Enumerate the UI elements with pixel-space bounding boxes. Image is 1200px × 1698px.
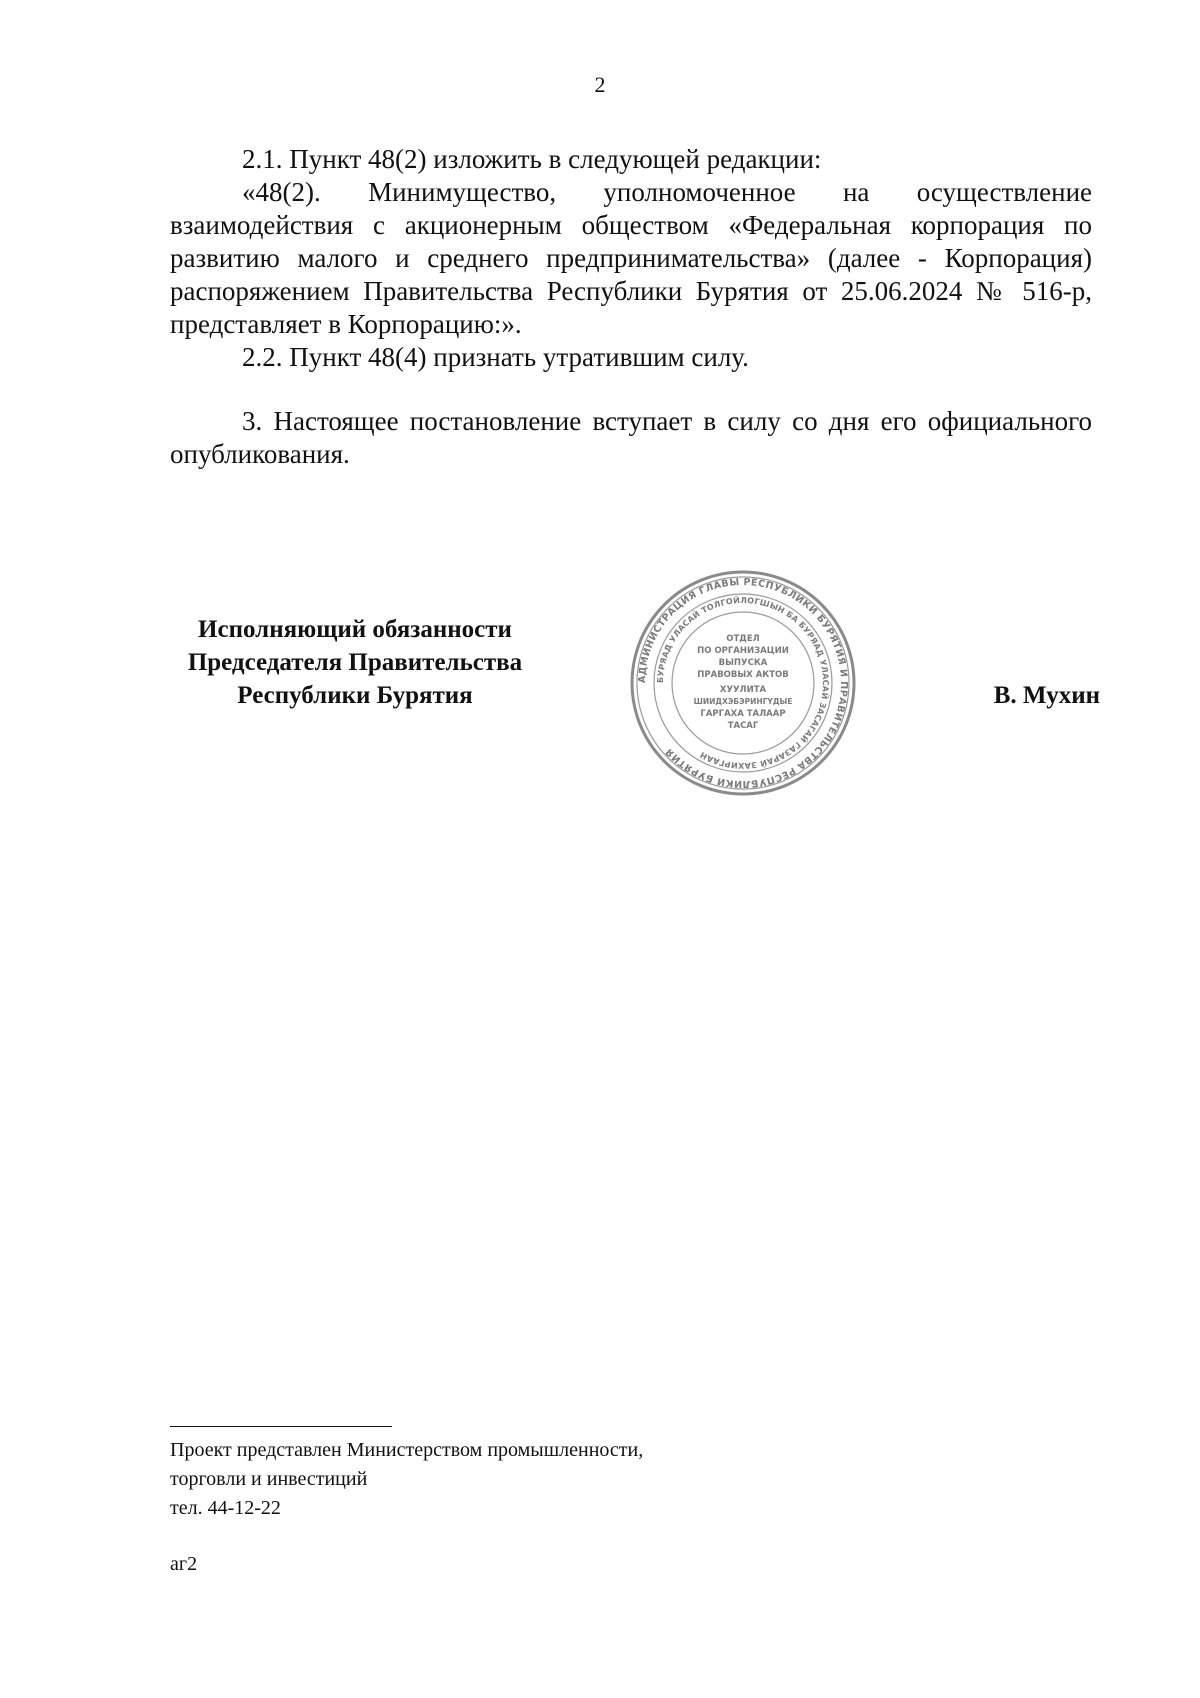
paragraph-2-2: 2.2. Пункт 48(4) признать утратившим силу. <box>242 342 749 372</box>
paragraph-48-2-text: «48(2). Минимущество, уполномоченное на осуществление взаимодействия с акционерным обществом «Федеральная корпорация по развитию малого и среднего предпринимательства» (далее - Корпорация) распоряжением Правительства Республики Бурятия от 25.06.2024 № 516-р, представляет в Корпорацию:». <box>170 177 1092 339</box>
seal-center-line: ХУУЛИТА <box>719 685 767 695</box>
svg-text:БУРЯАД УЛАСАЙ ТОЛГОЙЛОГШЫН БА <box>656 594 831 770</box>
seal-center-line: ОТДЕЛ <box>726 634 760 644</box>
seal-center-line: ГАРГАХА ТАЛААР <box>700 709 786 719</box>
document-code: аг2 <box>170 1553 198 1575</box>
page-number: 2 <box>594 72 606 97</box>
footer-divider <box>170 1426 392 1427</box>
paragraph-3: 3. Настоящее постановление вступает в силу со дня его официального опубликования. <box>170 406 1092 469</box>
seal-center-line: ШИИДХЭБЭРИНГҮДЫЕ <box>693 697 793 706</box>
seal-center-line: ПО ОРГАНИЗАЦИИ <box>697 646 789 656</box>
seal-center-line: ПРАВОВЫХ АКТОВ <box>697 670 789 680</box>
signatory-name: В. Мухин <box>993 682 1100 709</box>
official-seal <box>628 568 858 798</box>
seal-outer-text: АДМИНИСТРАЦИЯ ГЛАВЫ РЕСПУБЛИКИ БУРЯТИЯ И ПРАВИТЕЛЬСТВА РЕСПУБЛИКИ БУРЯТИЯ <box>636 576 850 790</box>
seal-center-line: ВЫПУСКА <box>718 658 768 668</box>
signatory-position-line: Исполняющий обязанности <box>198 616 512 643</box>
svg-text:АДМИНИСТРАЦИЯ ГЛАВЫ РЕСПУБЛИКИ <box>637 577 849 789</box>
seal-inner-ring-text: БУРЯАД УЛАСАЙ ТОЛГОЙЛОГШЫН БА БУРЯАД УЛАСАЙ ЗАСАГАЙ ГАЗАРАЙ ЗАХИРГААН <box>655 595 831 771</box>
footer-phone: тел. 44-12-22 <box>170 1497 281 1519</box>
footer-note <box>170 1436 870 1523</box>
seal-center-line: ТАСАГ <box>727 721 759 731</box>
signatory-position-line: Республики Бурятия <box>237 682 473 709</box>
footer-line: Проект представлен Министерством промышленности, <box>170 1439 644 1461</box>
footer-line: торговли и инвестиций <box>170 1468 368 1490</box>
paragraph-2-1: 2.1. Пункт 48(2) изложить в следующей редакции: <box>242 144 822 174</box>
signatory-position <box>150 613 560 712</box>
signatory-position-line: Председателя Правительства <box>187 649 523 676</box>
resolution-body <box>170 143 1092 471</box>
